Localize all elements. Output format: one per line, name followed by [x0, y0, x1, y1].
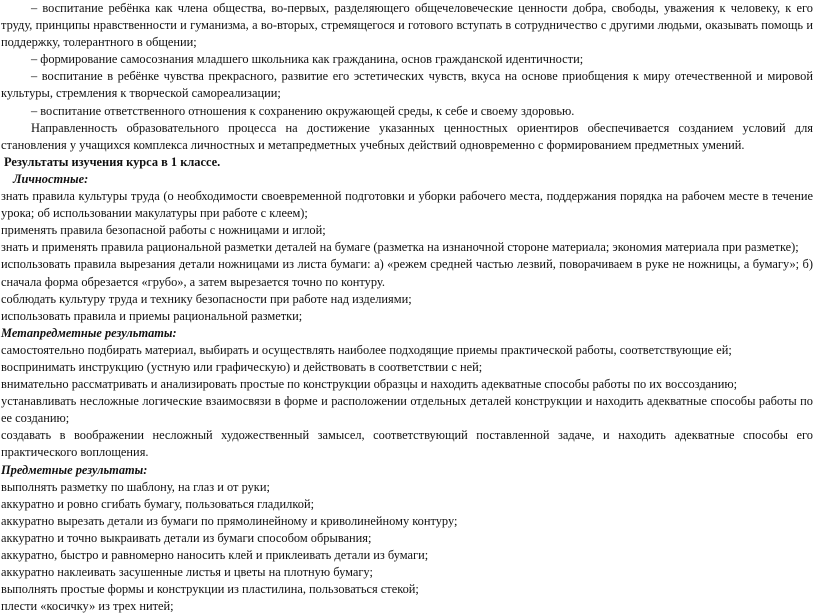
- personal-item: знать правила культуры труда (о необходимости своевременной подготовки и уборки рабочего места, поддержания порядка на рабочем месте в течение урока; об использовании макулатуры при работе с клеем);: [1, 189, 813, 221]
- results-heading: Результаты изучения курса в 1 классе.: [4, 154, 221, 169]
- subject-item: аккуратно наклеивать засушенные листья и цветы на плотную бумагу;: [1, 565, 373, 580]
- meta-item: самостоятельно подбирать материал, выбирать и осуществлять наиболее подходящие приемы практической работы, соответствующие ей;: [1, 342, 732, 357]
- subject-item: выполнять разметку по шаблону, на глаз и от руки;: [1, 479, 270, 494]
- meta-item: воспринимать инструкцию (устную или графическую) и действовать в соответствии с ней;: [1, 359, 483, 374]
- personal-results-title: Личностные:: [13, 171, 89, 186]
- personal-item: использовать правила и приемы рациональной разметки;: [1, 308, 303, 323]
- meta-item: внимательно рассматривать и анализировать простые по конструкции образцы и находить адекватные способы работы по их воссозданию;: [1, 377, 738, 392]
- meta-results-title: Метапредметные результаты:: [1, 325, 177, 340]
- personal-item: соблюдать культуру труда и технику безопасности при работе над изделиями;: [1, 291, 412, 306]
- personal-item: использовать правила вырезания детали ножницами из листа бумаги: а) «режем средней частью лезвий, поворачиваем в руке не ножницы, а бумагу»; б) сначала форма обрезается «грубо», а затем вырезается точно по контуру.: [1, 257, 813, 289]
- meta-item: создавать в воображении несложный художественный замысел, соответствующий поставленной задаче, и находить адекватные способы его практического воплощения.: [1, 428, 813, 460]
- meta-item: устанавливать несложные логические взаимосвязи в форме и расположении отдельных деталей конструкции и находить адекватные способы работы по ее созданию;: [1, 394, 813, 426]
- intro-item-aesthetic: – воспитание в ребёнке чувства прекрасного, развитие его эстетических чувств, вкуса на основе приобщения к миру отечественной и мировой культуры, стремления к творческой самореализации;: [1, 69, 813, 101]
- subject-item: аккуратно и точно выкраивать детали из бумаги способом обрывания;: [1, 530, 372, 545]
- subject-item: выполнять простые формы и конструкции из пластилина, пользоваться стекой;: [1, 582, 419, 597]
- subject-item: аккуратно, быстро и равномерно наносить клей и приклеивать детали из бумаги;: [1, 548, 429, 562]
- intro-item-identity: – формирование самосознания младшего школьника как гражданина, основ гражданской идентичности;: [31, 52, 584, 67]
- subject-item: аккуратно и ровно сгибать бумагу, пользоваться гладилкой;: [1, 496, 315, 511]
- personal-item: знать и применять правила рациональной разметки деталей на бумаге (разметка на изнаночной стороне материала; экономия материала при разметке);: [1, 240, 799, 255]
- personal-item: применять правила безопасной работы с ножницами и иглой;: [1, 223, 326, 238]
- focus-paragraph: Направленность образовательного процесса на достижение указанных ценностных ориентиров обеспечивается созданием условий для становления у учащихся комплекса личностных и метапредметных учебных действий одновременно с формированием предметных умений.: [1, 120, 813, 152]
- intro-item-ecology: – воспитание ответственного отношения к сохранению окружающей среды, к себе и своему здоровью.: [31, 103, 575, 118]
- subject-results-title: Предметные результаты:: [1, 462, 148, 477]
- subject-item: плести «косичку» из трех нитей;: [1, 599, 174, 614]
- subject-item: аккуратно вырезать детали из бумаги по прямолинейному и криволинейному контуру;: [1, 513, 458, 528]
- intro-item-moral: – воспитание ребёнка как члена общества, во-первых, разделяющего общечеловеческие ценности добра, свободы, уважения к человеку, к его труду, принципы нравственности и гуманизма, а во-вторых, стремящегося и готового вступать в сотрудничество с другими людьми, оказывать помощь и поддержку, толерантного в общении;: [1, 1, 813, 50]
